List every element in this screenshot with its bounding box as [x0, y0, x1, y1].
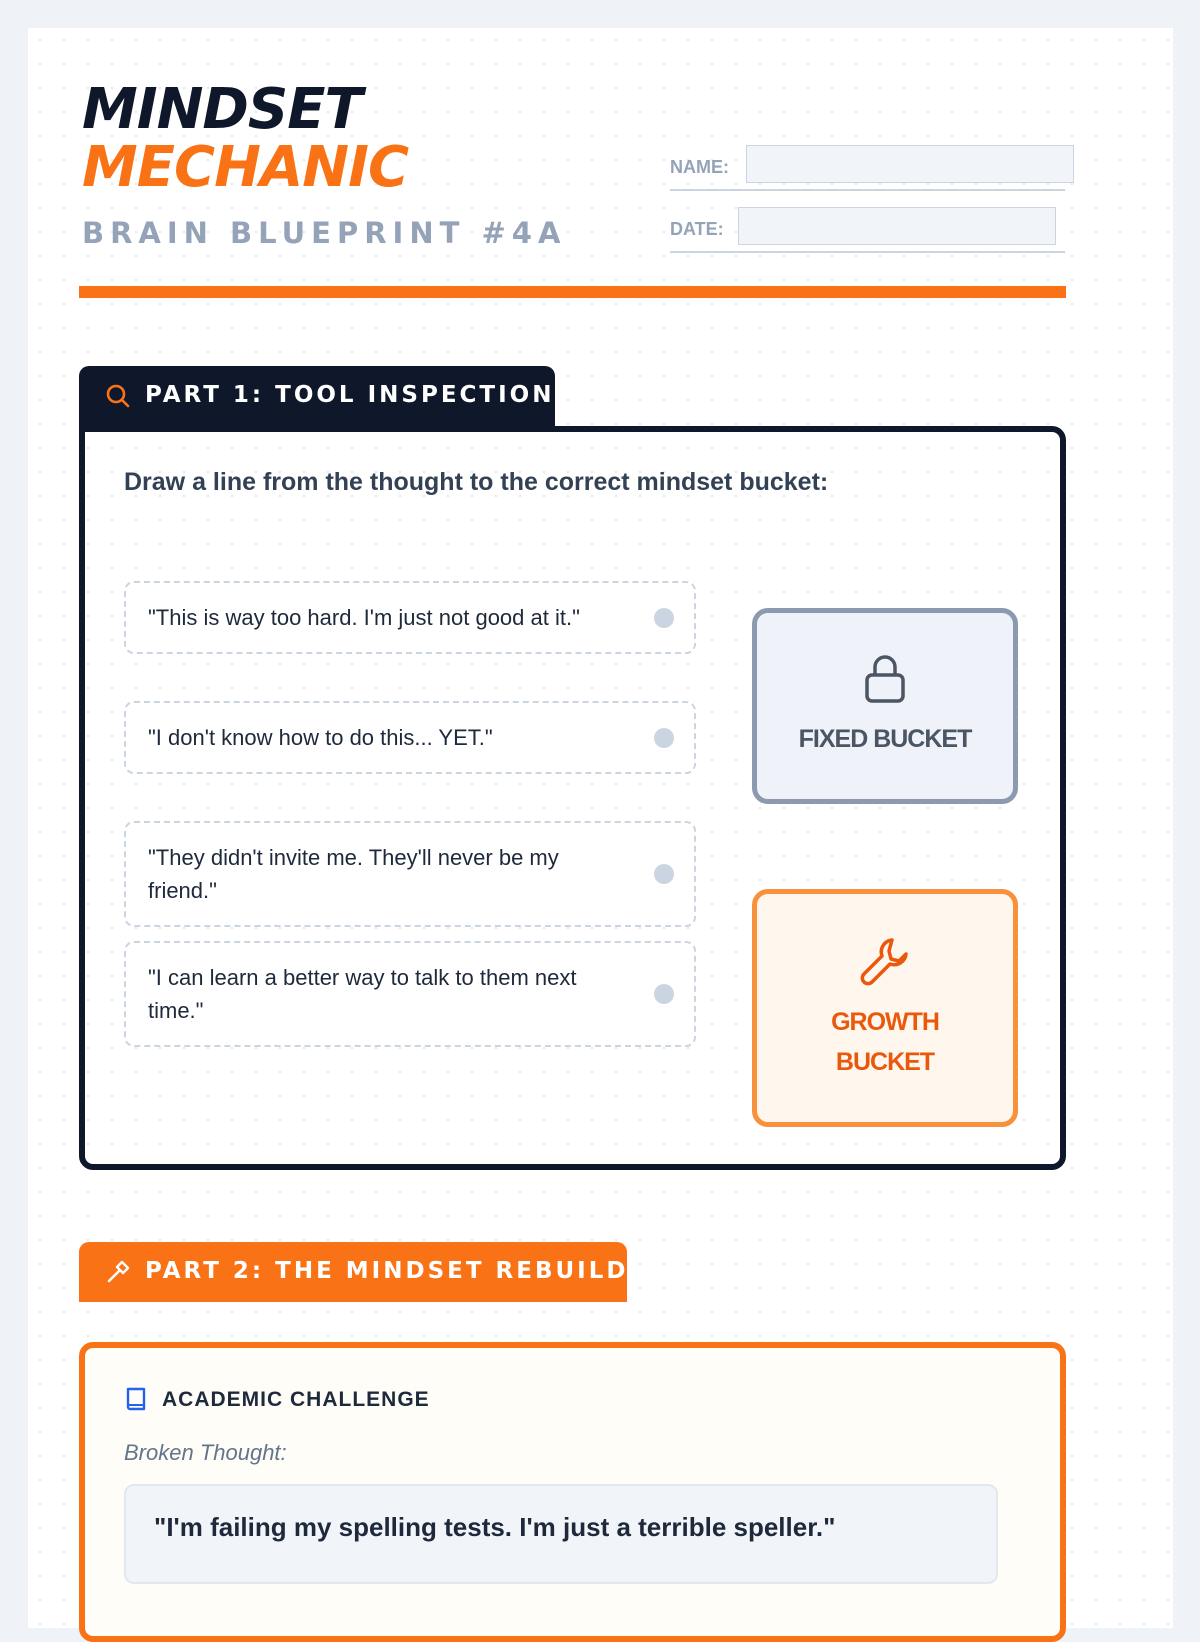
challenge-label: ACADEMIC CHALLENGE [162, 1388, 430, 1411]
thought-text: "I don't know how to do this... YET." [148, 725, 493, 750]
search-icon [105, 383, 131, 409]
broken-thought-label: Broken Thought: [124, 1440, 287, 1465]
part2-tab [79, 1242, 627, 1302]
lock-icon [861, 653, 909, 705]
part2-title: PART 2: THE MINDSET REBUILD [145, 1258, 629, 1284]
connector-dot[interactable] [654, 864, 674, 884]
date-field[interactable] [738, 207, 1056, 245]
connector-dot[interactable] [654, 608, 674, 628]
thought-card-2[interactable] [124, 701, 696, 774]
fixed-bucket-label: FIXED BUCKET [798, 725, 972, 753]
date-row [670, 207, 1065, 253]
title-line-1: MINDSET [82, 77, 362, 142]
name-row [670, 145, 1065, 191]
name-label: NAME: [670, 157, 729, 177]
thought-card-4[interactable] [124, 941, 696, 1047]
growth-bucket-label: GROWTH BUCKET [831, 1008, 939, 1076]
part1-instruction: Draw a line from the thought to the correct mindset bucket: [124, 468, 829, 496]
part1-tab [79, 366, 555, 426]
book-icon [124, 1386, 148, 1412]
connector-dot[interactable] [654, 728, 674, 748]
thought-text: "They didn't invite me. They'll never be my friend." [148, 845, 559, 903]
name-field[interactable] [746, 145, 1074, 183]
thought-text: "This is way too hard. I'm just not good at it." [148, 605, 580, 630]
broken-thought-text: "I'm failing my spelling tests. I'm just a terrible speller." [154, 1512, 836, 1542]
date-label: DATE: [670, 219, 724, 239]
thought-text: "I can learn a better way to talk to them next time." [148, 965, 577, 1023]
thought-card-1[interactable] [124, 581, 696, 654]
title-line-2: MECHANIC [82, 135, 409, 200]
broken-thought-box [124, 1484, 998, 1584]
connector-dot[interactable] [654, 984, 674, 1004]
fixed-bucket[interactable] [752, 608, 1018, 804]
hammer-icon [105, 1259, 131, 1285]
header-divider [79, 286, 1066, 298]
growth-bucket[interactable] [752, 889, 1018, 1127]
thought-card-3[interactable] [124, 821, 696, 927]
subtitle: BRAIN BLUEPRINT #4A [82, 216, 567, 250]
wrench-icon [858, 934, 912, 988]
part1-title: PART 1: TOOL INSPECTION [145, 382, 555, 408]
